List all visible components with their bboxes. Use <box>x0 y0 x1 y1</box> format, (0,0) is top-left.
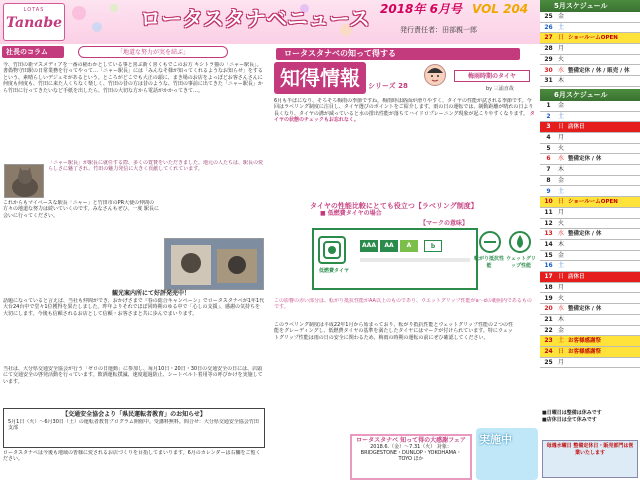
calendar-date: 23 <box>544 337 553 345</box>
publisher: 発行責任者：田部親一郎 <box>400 26 477 34</box>
issue-date: 2018年 6月号 <box>380 2 462 16</box>
tire-paragraph-3: このラベリング制度は平成22年1月から始まっており、転がり抵抗性能とウェットグリップ性能の２つの性能をグレーディングし、低燃費タイヤの基準を満たしたタイヤにはマークが付けられています。特にウェットグリップ性能は雨の日の安全に関わるため、梅雨の時期の運転の前にぜひ確認してください。 <box>274 322 513 341</box>
calendar-weekday: 火 <box>557 55 564 63</box>
photo-caption: 観光案内所にて好評発売中！ <box>112 290 191 297</box>
fair-title: ロータスタナベ 知って得の大感謝フェア <box>356 437 466 444</box>
calendar-row <box>540 326 640 337</box>
calendar-weekday: 水 <box>557 230 564 238</box>
calendar-weekday: 火 <box>557 219 564 227</box>
calendar-weekday: 月 <box>557 208 564 216</box>
tire-label-chart <box>312 228 478 290</box>
calendar-row <box>540 347 640 358</box>
calendar-row <box>540 272 640 283</box>
column-paragraph-4: 話題になっていると言えば、当社も仲間ができ、おかげさまで『春の総合キャンペーン』でロータスタナベが1年1代大台24台中で堂々1位獲得を果たしました。昨年よりそれでほぼ同時期のゆる中で「心しの支援」、感謝の気持ちを大切にします。今後も信頼されるお店として信頼・お客さまと共に歩んでまいります。 <box>3 298 265 317</box>
calendar-weekday: 日 <box>557 123 564 131</box>
newsletter-header <box>0 0 540 44</box>
calendar-weekday: 水 <box>557 66 564 74</box>
grade-a: A <box>400 240 418 252</box>
calendar-row <box>540 251 640 262</box>
calendar-row <box>540 283 640 294</box>
calendar-date: 15 <box>544 251 553 259</box>
column-paragraph-5: 当社は、大分県交通安全協会が行う「ゼロの日運動」に参加し、毎月10日・20日・30日の交通安全の日には、店頭にて交通安全の啓発活動を行っています。飲酒運転撲滅、速度超過防止、シートベルト着用等の呼びかけを実施しています。 <box>3 366 263 385</box>
calendar-weekday: 金 <box>557 101 564 109</box>
calendar-row <box>540 176 640 187</box>
calendar-date: 6 <box>546 155 551 163</box>
calendar-row <box>540 208 640 219</box>
calendar-row <box>540 240 640 251</box>
calendar-date: 2 <box>546 112 551 120</box>
calendar-row <box>540 101 640 112</box>
calendar-weekday: 月 <box>557 45 564 53</box>
tire-topic: 梅雨時期のタイヤ <box>454 70 530 82</box>
author-avatar <box>424 64 446 86</box>
calendar-row <box>540 358 640 369</box>
calendar-weekday: 火 <box>557 144 564 152</box>
calendar-date: 20 <box>544 305 553 313</box>
calendar-row <box>540 122 640 133</box>
calendar-date: 5 <box>546 144 551 152</box>
tire-paragraph-2: この影響の赤い部分は、転がり抵抗性能がAA以上のものであり、ウエットグリップ性能がa〜dの範囲内であるものです。 <box>274 298 532 311</box>
calendar-date: 25 <box>544 358 553 366</box>
tire-banner: ロータスタナベの知って得する <box>276 48 520 60</box>
calendar-row <box>540 144 640 155</box>
calendar-weekday: 月 <box>557 283 564 291</box>
decor-bubble <box>110 4 118 12</box>
calendar-row <box>540 154 640 165</box>
calendar-weekday: 木 <box>557 241 564 248</box>
calendar-date: 25 <box>544 13 553 20</box>
calendar-promo: 毎週水曜日 整備定休日・販売部門は営業いたします <box>542 440 638 478</box>
calendar-date: 13 <box>544 230 553 238</box>
calendar-notes <box>542 410 638 423</box>
calendar-weekday: 金 <box>557 13 564 20</box>
calendar-row <box>540 315 640 326</box>
calendar-event: お客様感謝祭 <box>568 338 602 345</box>
tire-paragraph-1 <box>274 98 536 206</box>
souvenir-photo <box>164 238 264 290</box>
tire-paragraph-1-text: 6月も半ばになり、そろそろ梅雨の季節ですね。梅雨時は路面が滑りやすく、タイヤの性能が試される季節です。今回はラベリング制度に注目し、タイヤ選びのポイントをご紹介します。雨の日の運転では、制動距離が晴れの日より長くなり、タイヤの溝が減っていると水の排出性能が落ちてハイドロプレーニング現象が起こりやすくなります。 <box>274 98 534 117</box>
calendar-row <box>540 294 640 305</box>
calendar-weekday: 木 <box>557 77 564 85</box>
calendar-row <box>540 165 640 176</box>
fair-body: 2018.6.（金）〜7.31（火） 対象：BRIDGESTONE・DUNLOP・YOKOHAMA・TOYO ほか <box>360 444 462 462</box>
campaign-badge <box>476 428 538 480</box>
calendar-row <box>540 66 640 77</box>
calendar-date: 12 <box>544 219 553 227</box>
calendar-row <box>540 261 640 272</box>
calendar-date: 26 <box>544 23 553 31</box>
calendar-date: 7 <box>546 166 551 174</box>
calendar-weekday: 日 <box>557 34 564 42</box>
calendar-note-2: ■店休日は全て休みです <box>542 416 597 423</box>
calendar-weekday: 水 <box>557 155 564 163</box>
column-heading: 社長のコラム <box>2 46 64 58</box>
calendar-event: 整備定休 / 休 / 販売 / 休 <box>568 67 630 74</box>
company-logo: LOTAS Tanabe <box>3 3 65 41</box>
cat-souvenir-icon <box>165 239 264 290</box>
schedule-calendar <box>540 0 640 480</box>
grade-bar <box>360 258 470 262</box>
tire-logo: 知得情報 <box>274 62 366 94</box>
rolling-resistance-icon <box>478 230 502 254</box>
calendar-event: ショールームOPEN <box>568 35 618 42</box>
calendar-row <box>540 229 640 240</box>
decor-bubble <box>72 6 86 20</box>
calendar-event: ショールームOPEN <box>568 199 618 206</box>
calendar-event: 店休日 <box>568 274 585 281</box>
calendar-weekday: 土 <box>557 337 564 345</box>
calendar-weekday: 火 <box>557 294 564 302</box>
calendar-weekday: 土 <box>557 23 564 31</box>
calendar-weekday: 金 <box>557 326 564 334</box>
calendar-date: 18 <box>544 283 553 291</box>
calendar-event: 店休日 <box>568 124 585 131</box>
calendar-row <box>540 197 640 208</box>
decor-bubble <box>92 22 102 32</box>
column-paragraph-1: 今、竹田の新マスメディアを一番の稲わかとしている事と喜ぶ新く喜くもでこのお方 キシトラ猫の「ニャー駅長」。書偽物守田駅の日常業務を行ってやって…「ニャー駅長」には「みんなそ様が知ってくれるようなお知らせ」をするという、素晴らしいデジュモがあるという。ところがどこでも大正の頭に、まき場のお店をよっぽどお客さんさんに何度も何度も、竹田に来た人くちなく楽しく、竹田の昔の方は昔のような、竹田の事前に出てきた「ニャー駅長」から竹田に行ってきたいなど手紙を出したら、竹田の大切な方から電話がかかってきて…。 <box>3 62 263 94</box>
calendar-row <box>540 219 640 230</box>
column-paragraph-3: これからもマイペースな駅長「ニャー」と竹田市のPR大使の仲間の方々の地道な努力は続いていくのです。みなさんもぜひ、一度 駅長に会いに行ってください。 <box>3 200 159 219</box>
low-fuel-icon <box>318 236 346 264</box>
calendar-date: 30 <box>544 66 553 74</box>
calendar-date: 24 <box>544 348 553 355</box>
june-schedule-header: 6月スケジュール <box>540 89 640 101</box>
column-subtitle: 「地道な努力が実を結ぶ」 <box>78 46 228 58</box>
rolling-resistance-caption: 転がり抵抗性能 <box>473 256 504 269</box>
calendar-weekday: 日 <box>557 273 564 281</box>
calendar-weekday: 日 <box>557 348 564 355</box>
grade-b: b <box>424 240 442 252</box>
newsletter-title: ロータスタナベニュース <box>140 7 370 31</box>
calendar-row <box>540 23 640 34</box>
calendar-date: 19 <box>544 294 553 302</box>
tire-info-section <box>270 46 540 480</box>
calendar-weekday: 月 <box>557 358 564 366</box>
fair-info-box <box>350 434 472 480</box>
calendar-date: 8 <box>546 176 551 184</box>
calendar-weekday: 木 <box>557 315 564 323</box>
tire-author: by 三浦直哉 <box>486 86 514 92</box>
calendar-date: 14 <box>544 241 553 248</box>
calendar-event: 整備定休 / 休 <box>568 231 602 238</box>
may-schedule-header: 5月スケジュール <box>540 0 640 12</box>
calendar-date: 31 <box>544 77 553 85</box>
calendar-row <box>540 33 640 44</box>
grade-aaa: AAA <box>360 240 378 252</box>
calendar-row <box>540 44 640 55</box>
calendar-weekday: 土 <box>557 112 564 120</box>
cat-photo <box>4 164 44 198</box>
calendar-date: 9 <box>546 187 551 195</box>
column-paragraph-6: ロータスタナベは今後も地域の皆様に愛されるお店づくりを目指してまいります。6月のカレンダーは右欄をご覧ください。 <box>3 450 261 463</box>
notice-title: 【交通安全協会より「県民運転者教育」のお知らせ】 <box>62 411 206 418</box>
president-column <box>0 46 268 480</box>
calendar-date: 10 <box>544 198 553 206</box>
calendar-date: 4 <box>546 134 551 141</box>
series-number: シリーズ 28 <box>368 82 408 90</box>
calendar-date: 29 <box>544 55 553 63</box>
label-title: タイヤの性能比較にとても役立つ【ラベリング制度】 <box>310 202 478 210</box>
calendar-event: お客様感謝祭 <box>568 349 602 355</box>
notice-box <box>3 408 265 448</box>
calendar-note-1: ■日曜日は整備は休みです <box>542 410 602 416</box>
calendar-date: 16 <box>544 262 553 270</box>
calendar-row <box>540 336 640 347</box>
calendar-date: 27 <box>544 34 553 42</box>
calendar-weekday: 月 <box>557 134 564 141</box>
calendar-row <box>540 133 640 144</box>
calendar-weekday: 木 <box>557 166 564 174</box>
calendar-row <box>540 55 640 66</box>
calendar-date: 3 <box>546 123 551 131</box>
calendar-weekday: 日 <box>557 198 564 206</box>
column-paragraph-2: 「ニャー駅長」が駅長に就任する際、多くの賞賛をいただきました。地元の人たちは、駅長の愛らしさに魅了され、竹田の魅力発信に大きく貢献してくれています。 <box>48 160 264 173</box>
wet-grip-caption: ウェットグリップ性能 <box>506 256 536 269</box>
calendar-date: 21 <box>544 315 553 323</box>
cat-icon <box>5 165 44 198</box>
calendar-row <box>540 76 640 87</box>
calendar-row <box>540 304 640 315</box>
calendar-date: 1 <box>546 101 551 109</box>
campaign-text: 実施中 <box>479 433 512 446</box>
calendar-row <box>540 112 640 123</box>
mark-meaning: 【マークの意味】 <box>420 220 469 227</box>
calendar-row <box>540 12 640 23</box>
notice-body: 5月1日（火）〜6月30日（土）の運転者教育プログラム開催中。受講料無料。問合せ：大分県交通安全協会竹田支部 <box>8 418 259 432</box>
grade-aa: AA <box>380 240 398 252</box>
calendar-weekday: 金 <box>557 251 564 259</box>
low-fuel-caption: 低燃費タイヤ <box>319 268 349 274</box>
calendar-date: 17 <box>544 273 553 281</box>
label-subtitle: ■ 低燃費タイヤの場合 <box>320 210 382 217</box>
calendar-event: 整備定休 / 休 <box>568 156 602 163</box>
calendar-date: 22 <box>544 326 553 334</box>
calendar-date: 11 <box>544 208 553 216</box>
face-icon <box>425 65 445 85</box>
calendar-weekday: 水 <box>557 305 564 313</box>
tire-paragraph-1-emphasis: タイヤの状態のチェックもお忘れなく。 <box>274 110 535 124</box>
calendar-date: 28 <box>544 45 553 53</box>
calendar-weekday: 土 <box>557 187 564 195</box>
volume-number: VOL 204 <box>472 2 529 16</box>
calendar-row <box>540 187 640 198</box>
calendar-weekday: 金 <box>557 176 564 184</box>
wet-grip-icon <box>508 230 532 254</box>
calendar-event: 整備定休 / 休 <box>568 306 602 313</box>
calendar-weekday: 土 <box>557 262 564 270</box>
